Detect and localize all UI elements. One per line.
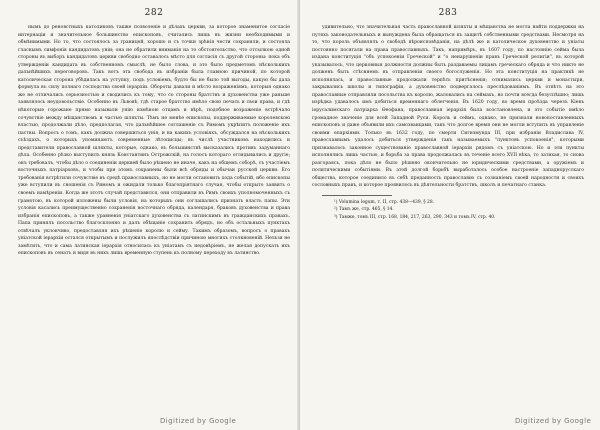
- watermark: Digitized by Google: [160, 417, 237, 425]
- page-body-text: [18, 24, 290, 258]
- footnote: ²) Тамъ же, стр. 465, § 14.: [334, 207, 394, 213]
- footnotes: [312, 199, 584, 221]
- paragraph: нымъ до реновстныхъ католиковъ также позволенiе и дѣлахъ церкви, за которое знаменитое согласiе интернаціи и значительное большинство епископовъ, считались лишь въ жизни необходимыми и обмѣнимыми. Но то, что состоялось за границей, хорошо и съ точки зрѣнія чести сохраняли, и состояла гласнымъ симфонія кандидатовъ унiи; она не обратили вниманія на то обстоятельство, что отсылкою одной стороны въ выборъ кандидатовъ церкви свободно оставалось мѣсто для согласія съ другой стороны: пока объ утвержденiи кандидата въ собственномъ смыслѣ, не было слова, и это было предметомъ нѣсколькихъ дальнѣйшихъ переговоровъ. Такъ вотъ эта свобода въ избраніи была главною причиной, по которой католическая сторона убѣдилась на уступку, подъ условіемъ, будто бы не было той выгоды, какую бы дала формула въ силу полнаго господства своей іерархіи. Обороты давали и мѣсто возраженіямъ, которыя однако же не отличались серьезностью и сводились къ тому, что со стороны братствъ и духовенства уже раньше заявлялось неудовольствіе. Особенно въ Львовѣ, гдѣ старое братство имѣло свою печать и свои права, и гдѣ нѣкоторые горожане прямо называли унію измѣною отцамъ и вѣрѣ, подобное возраженіе встрѣчало сочувствіе между мѣщанствомъ и частью шляхты. Тѣмъ не менѣе епископы, поддерживаемые королевскою властью, продолжали дѣло, предполагая, что дальнѣйшее соглашеніе съ Римомъ укрѣпитъ положеніе ихъ паствы. Вопросъ о томъ, какъ должна совершиться унія, и на какихъ условіяхъ, обсуждался на нѣсколькихъ съѣздахъ, о которыхъ упоминаютъ современные лѣтописцы; въ числѣ участниковъ находились и представители православной шляхты, которые, однако, въ большинствѣ высказались противъ задуманнаго дѣла. Особенно рѣзко выступилъ князь Константинъ Острожскій, на голосъ котораго оглядывались и другіе; онъ требовалъ, чтобы дѣло о соединеніи церквей было рѣшено не иначе, какъ на общемъ соборѣ, съ участіемъ восточныхъ патріарховъ, и чтобы при этомъ сохранены были всѣ обряды и обычаи русской церкви. Его требованія встрѣтили сочувствіе въ средѣ православныхъ, но не могли остановить хода событій, ибо епископы уже вступили въ сношенія съ Римомъ и ожидали только благопріятнаго случая, чтобы открыто заявить о своемъ намѣреніи. Когда же этотъ случай представился, они отправили въ Римъ своихъ уполномоченныхъ съ грамотою, въ которой изложены были условія, на которыхъ они соглашались признать власть папы. Эти условія касались преимущественно сохраненія восточнаго обряда, календаря, браковъ духовенства и права избранія епископовъ, а также уравненія уніатскаго духовенства съ латинскимъ въ гражданскихъ правахъ. Папа принялъ посольство благосклонно и далъ обѣщаніе сохранить обрядъ, но объ остальныхъ пунктахъ отвѣчалъ уклончиво, предоставляя ихъ рѣшеніе королю и сейму. Такимъ образомъ, вопросъ о правахъ уніатской іерархіи остался открытымъ и послужилъ впослѣдствіи причиною многихъ столкновеній. Нельзя не замѣтить, что и сама латинская іерархія относилась къ уніатамъ съ недовѣріемъ, не желая допускать ихъ епископовъ въ сенатъ и видя въ нихъ лишь временную ступень къ полному переходу въ латинство.: [18, 25, 290, 257]
- page-number: 283: [438, 8, 458, 18]
- footnote-rule: [322, 195, 392, 196]
- page-body-text: [312, 24, 584, 190]
- footnote: ¹) Volumina legum, т. II, стр. 438—439, § 28.: [334, 200, 435, 206]
- paragraph: удивительно, что значительная часть православной шляхты и мѣщанства не могла найти поддержки на путяхъ законодательныхъ и вынуждена была обращаться къ защитѣ собственными средствами. Несмотря на то, что король объявлялъ о свободѣ вѣроисповѣданія, на дѣлѣ же и католическое духовенство и уніаты постоянно посягали на права православныхъ. Такъ, напримѣръ, въ 1607 году, по настоянію сейма была издана конституція "объ успокоеніи Греческой" и "о ненарушеніи правъ Греческой религіи", въ которой указывалось, что церковныя должности должны быть раздаваемы лицамъ греческаго обряда и что никто не долженъ быть стѣсняемъ въ отправленіи своего богослуженія. Но эта конституція на практикѣ не исполнялась, и православные продолжали терпѣть притѣсненія; отнимались церкви и монастыри, закрывались школы и типографіи, а духовенство подвергалось преслѣдованіямъ. Въ отвѣтъ на это православные отправляли посольства къ королю, жаловались на сеймахъ, но почти всегда безуспѣшно; лишь изрѣдка удавалось имъ добиться временнаго облегченія. Въ 1620 году, во время проѣзда черезъ Кіевъ іерусалимскаго патріарха Ѳеофана, православная іерархія была возстановлена, и это событіе имѣло громадное значеніе для всей Западной Руси. Король и сеймъ, однако, не признали новопоставленныхъ епископовъ и даже объявили ихъ самозванцами, такъ что долгое время они не могли вступить въ управленіе своими епархіями. Только въ 1632 году, по смерти Сигизмунда III, при избраніи Владислава IV, православнымъ удалось добиться утвержденія такъ называемыхъ "пунктовъ успокоенія", которыми признавалось законное существованіе православной іерархіи рядомъ съ уніатскою. Но и эти пункты исполнялись лишь частью, и борьба за права продолжалась въ теченіе всего XVII вѣка, то затихая, то снова разгораясь, пока дѣло не было рѣшено окончательно не юридическими средствами, а оружіемъ и политическими событіями. Въ этой долгой борьбѣ выработалось особое настроеніе западнорусскаго общества, которое соединило въ себѣ преданность православію съ сознаніемъ своей народности и своихъ сословныхъ правъ, и которое проявилось въ дѣятельности братствъ, школъ и печатнаго станка.: [312, 25, 584, 189]
- page-number: 282: [144, 8, 164, 18]
- watermark: Digitized by Google: [515, 417, 592, 425]
- right-page: [300, 0, 600, 430]
- footnote: ³) Тамже, томъ III, стр. 168, 184, 217, 263, 290, 343 и томъ IV, стр. 40.: [334, 214, 496, 220]
